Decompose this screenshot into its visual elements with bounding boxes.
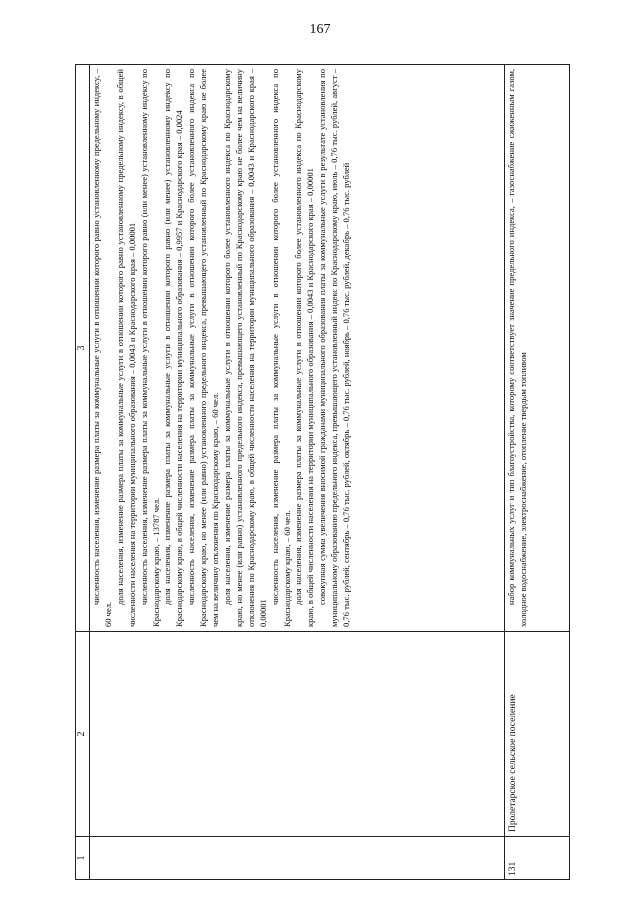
indicators-cell (90, 65, 505, 632)
municipality-cell (90, 632, 505, 837)
table-row-131 (505, 65, 570, 880)
row-number-cell: 131 (505, 837, 570, 880)
data-table (75, 64, 570, 880)
page-number: 167 (309, 22, 331, 37)
indicators-cell (505, 65, 570, 632)
indicator-paragraph: доля населения, изменение размера платы за коммунальные услуги в отношении которого более установленного индекса по Краснодарскому краю, но менее (или равно) установленного предельного индекса, превышающего установленный по Краснодарскому краю не более чем на величину отклонения по Краснодарскому краю, в общей численности населения на территории муниципального образования – 0,0043 и Краснодарского края – 0,00001 (221, 69, 268, 627)
indicator-paragraph: доля населения, изменение размера платы за коммунальные услуги в отношении которого равно (или менее) установленному индексу по Краснодарскому краю, в общей численности населения на территории муниципального образования – 0,9957 и Краснодарского края – 0,0024 (162, 69, 185, 627)
municipality-cell: Пролетарское сельское поселение (505, 632, 570, 837)
row-number-cell (90, 837, 505, 880)
header-col-2: 2 (76, 632, 90, 837)
indicator-paragraph: совокупная сумма увеличения вносимой гражданами муниципального образования платы за коммунальные услуги в результате установления по муниципальному образованию предельного индекса, превышающего установленный индекс по Краснодарскому краю, июль – 0,76 тыс. рублей, август – 0,76 тыс. рублей, сентябрь – 0,76 тыс. рублей, октябрь – 0,76 тыс. рублей, ноябрь – 0,76 тыс. рублей, декабрь – 0,76 тыс. рублей (317, 69, 352, 627)
rotated-table-wrapper (75, 65, 570, 880)
table-row-continued (90, 65, 505, 880)
header-col-1: 1 (76, 837, 90, 880)
indicator-paragraph: численность населения, изменение размера платы за коммунальные услуги в отношении которого более установленного индекса по Краснодарскому краю, но менее (или равно) установленного предельного индекса, превышающего установленный по Краснодарскому краю не более чем на величину отклонения по Краснодарскому краю, – 60 чел. (186, 69, 221, 627)
indicator-paragraph: доля населения, изменение размера платы за коммунальные услуги в отношении которого равно установленному предельному индексу, в общей численности населения на территории муниципального образования – 0,0043 и Краснодарского края – 0,00001 (114, 69, 137, 627)
indicator-paragraph: набор коммунальных услуг и тип благоустройства, которому соответствует значение предельного индекса, – газоснабжение сжиженным газом, холодное водоснабжение, электроснабжение, отопление твердым топливом (506, 69, 528, 627)
header-col-3: 3 (76, 65, 90, 632)
indicator-paragraph: численность населения, изменение размера платы за коммунальные услуги в отношении которого равно (или менее) установленному индексу по Краснодарскому краю, – 13787 чел. (138, 69, 161, 627)
indicator-paragraph: численность населения, изменение размера платы за коммунальные услуги в отношении которого равно установленному предельному индексу, – 60 чел. (91, 69, 113, 627)
indicator-paragraph: доля населения, изменение размера платы за коммунальные услуги в отношении которого более установленного индекса по Краснодарскому краю, в общей численности населения на территории муниципального образования – 0,0043 и Краснодарского края – 0,00001 (293, 69, 316, 627)
indicator-paragraph: численность населения, изменение размера платы за коммунальные услуги в отношении которого более установленного индекса по Краснодарскому краю, – 60 чел. (269, 69, 292, 627)
header-row (76, 65, 90, 880)
